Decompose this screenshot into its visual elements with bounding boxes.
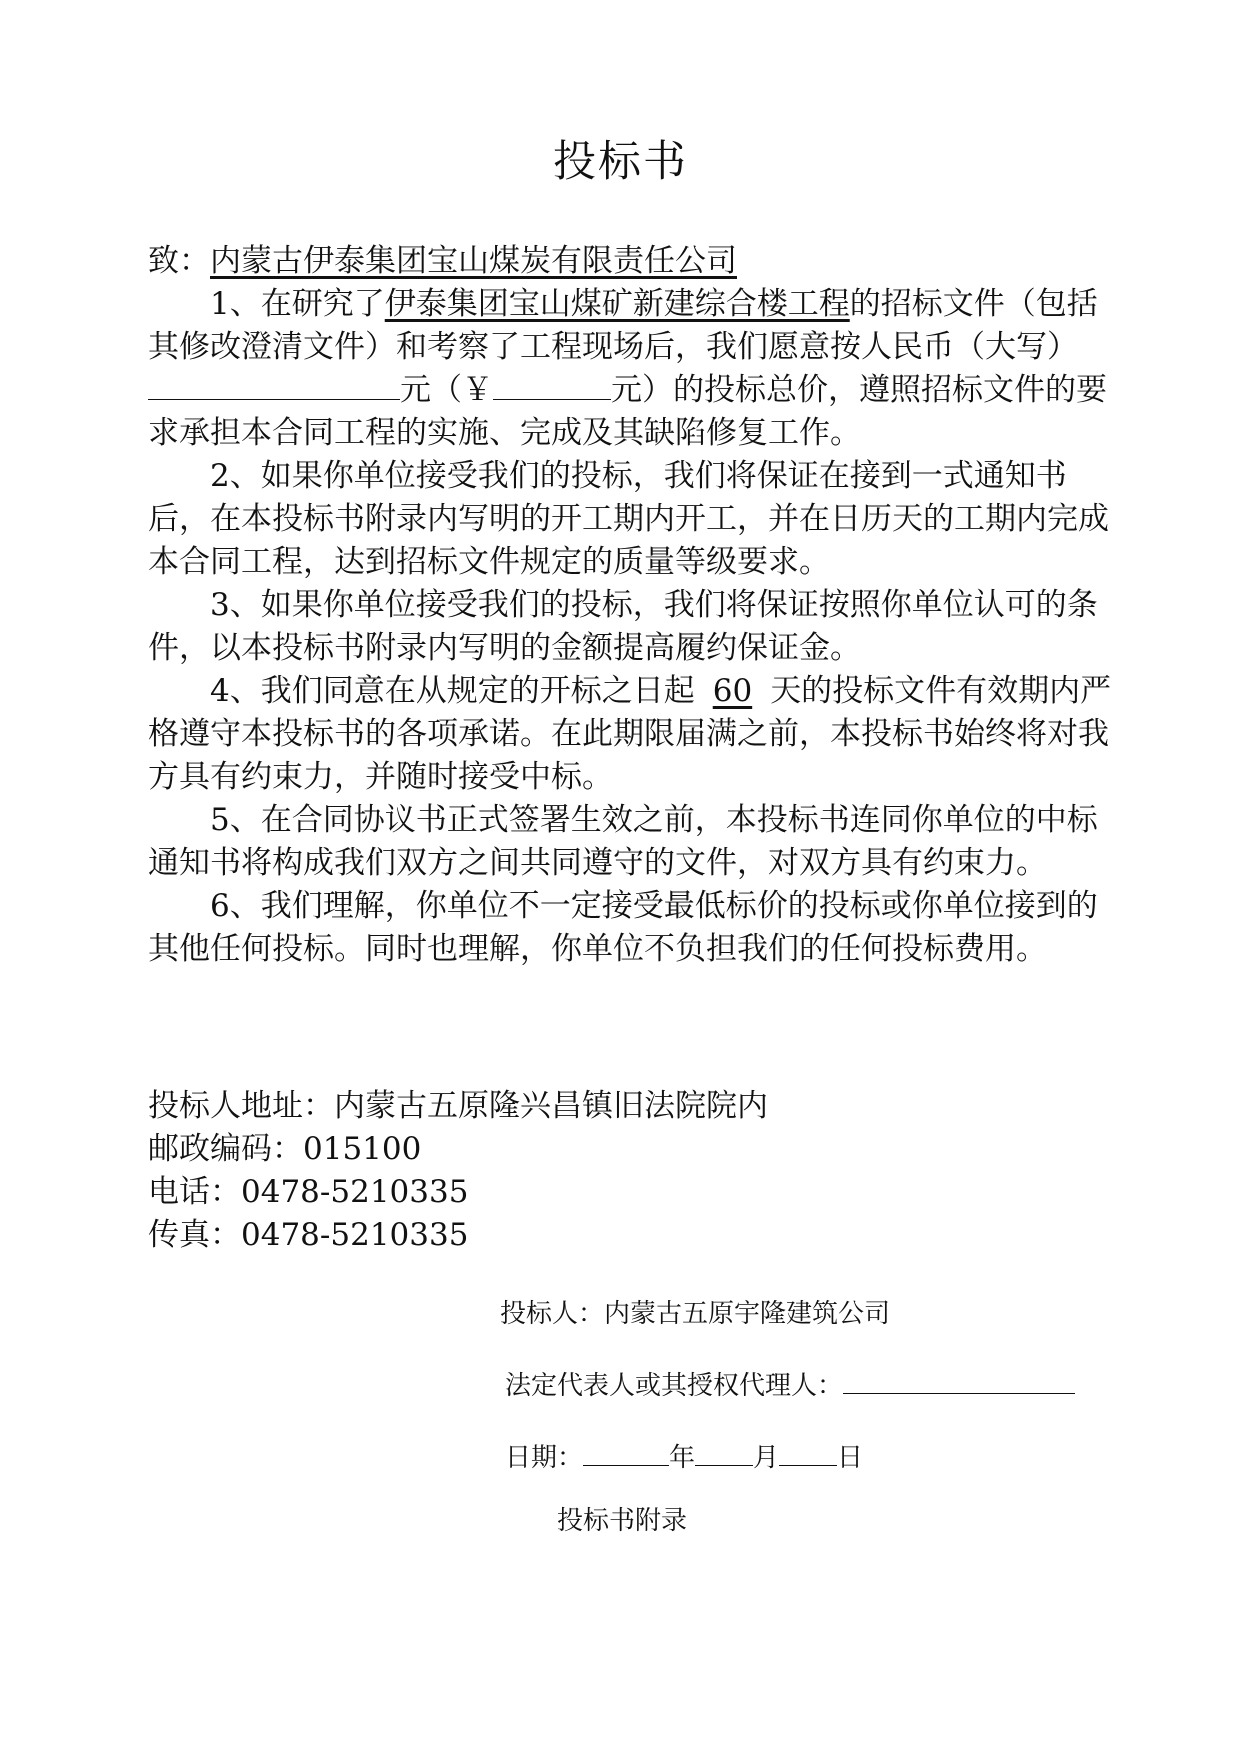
clause-6: 6、我们理解，你单位不一定接受最低标价的投标或你单位接到的其他任何投标。同时也理解，你单位不负担我们的任何投标费用。 — [148, 888, 1098, 967]
month-label: 月 — [753, 1443, 780, 1473]
clause-1-text-a: 1、在研究了 — [210, 286, 385, 322]
day-label: 日 — [837, 1443, 864, 1473]
postcode-value: 015100 — [303, 1131, 422, 1167]
appendix-title: 投标书附录 — [557, 1506, 688, 1536]
date-label: 日期： — [505, 1443, 584, 1473]
clause-4-text-b: 天的投标文件有效期内严格遵守本投标书的各项承诺。在此期限届满之前，本投标书始终将对我方具有约束力，并随时接受中标。 — [148, 673, 1112, 795]
day-blank[interactable] — [779, 1441, 837, 1466]
document-body — [148, 240, 1123, 971]
contact-block — [148, 1085, 768, 1257]
month-blank[interactable] — [695, 1441, 753, 1466]
year-blank[interactable] — [583, 1441, 669, 1466]
bidder-label: 投标人： — [500, 1299, 605, 1329]
addressee-prefix: 致： — [148, 243, 210, 279]
bidder-name: 内蒙古五原宇隆建筑公司 — [604, 1299, 891, 1329]
date-line — [505, 1437, 863, 1474]
project-name: 伊泰集团宝山煤矿新建综合楼工程 — [384, 286, 850, 322]
fax-line — [148, 1214, 768, 1257]
addressee-name: 内蒙古伊泰集团宝山煤炭有限责任公司 — [210, 243, 737, 279]
clause-4-text-a: 4、我们同意在从规定的开标之日起 — [210, 673, 695, 709]
postcode-label: 邮政编码： — [148, 1131, 303, 1167]
postcode-line — [148, 1128, 768, 1171]
clause-3: 3、如果你单位接受我们的投标，我们将保证按照你单位认可的条件，以本投标书附录内写明的金额提高履约保证金。 — [148, 587, 1098, 666]
representative-label: 法定代表人或其授权代理人： — [505, 1371, 844, 1401]
clause-1-text-b: 的招标文件（包括其修改澄清文件）和考察了工程现场后，我们愿意按人民币（大写） — [148, 286, 1098, 365]
clause-1-text-d: 元）的投标总价，遵照招标文件的要求承担本合同工程的实施、完成及其缺陷修复工作。 — [148, 372, 1107, 451]
addressee-line — [148, 240, 1123, 283]
phone-value: 0478-5210335 — [241, 1174, 469, 1210]
bidder-line — [500, 1293, 890, 1330]
phone-label: 电话： — [148, 1174, 241, 1210]
clause-4 — [148, 670, 1123, 799]
year-label: 年 — [669, 1443, 696, 1473]
clause-2: 2、如果你单位接受我们的投标，我们将保证在接到一式通知书后，在本投标书附录内写明的开工期内开工，并在日历天的工期内完成本合同工程，达到招标文件规定的质量等级要求。 — [148, 458, 1109, 580]
clause-1 — [148, 283, 1123, 455]
fax-label: 传真： — [148, 1217, 241, 1253]
fax-value: 0478-5210335 — [241, 1217, 469, 1253]
address-line — [148, 1085, 768, 1128]
phone-line — [148, 1171, 768, 1214]
address-value: 内蒙古五原隆兴昌镇旧法院院内 — [334, 1088, 768, 1124]
representative-blank[interactable] — [843, 1369, 1075, 1394]
representative-line — [505, 1365, 1075, 1402]
clause-5: 5、在合同协议书正式签署生效之前，本投标书连同你单位的中标通知书将构成我们双方之间共同遵守的文件，对双方具有约束力。 — [148, 802, 1098, 881]
validity-days: 60 — [712, 673, 753, 709]
address-label: 投标人地址： — [148, 1088, 334, 1124]
clause-1-text-c: 元（￥ — [400, 372, 493, 408]
document-title: 投标书 — [553, 137, 688, 187]
amount-number-blank[interactable] — [493, 369, 611, 400]
amount-words-blank[interactable] — [148, 369, 400, 400]
